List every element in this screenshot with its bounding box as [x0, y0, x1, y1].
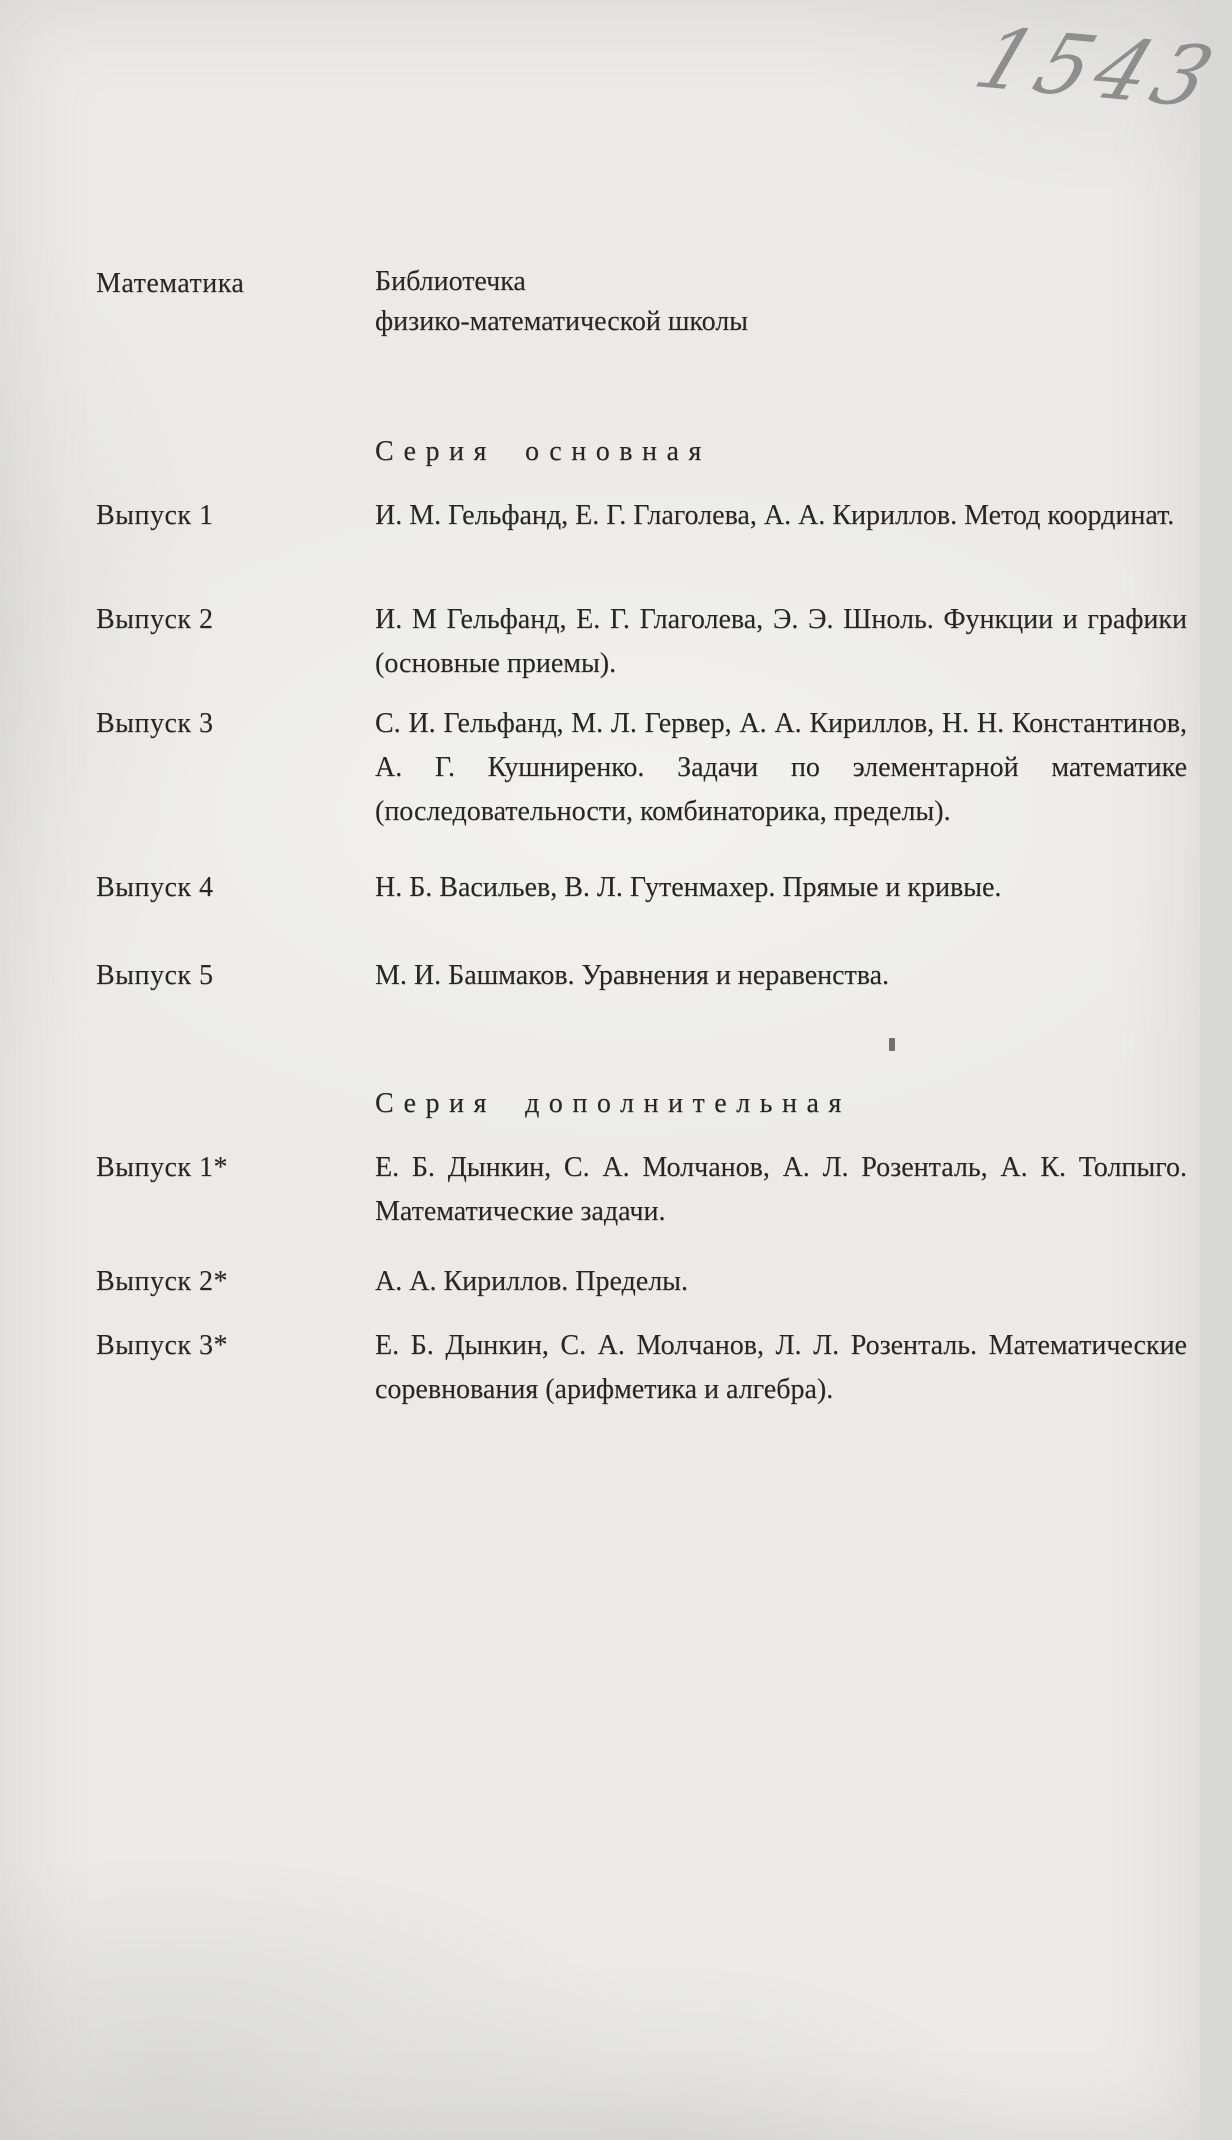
series-title-line2: физико-математической школы	[375, 306, 748, 337]
issue-label: Выпуск 5	[96, 960, 214, 991]
entry-text: И. М Гельфанд, Е. Г. Глаголева, Э. Э. Шноль. Функции и графики (основные приемы).	[375, 604, 1187, 679]
issue-label: Выпуск 1*	[96, 1152, 229, 1183]
issue-label: Выпуск 1	[96, 500, 214, 531]
ink-speck	[889, 1038, 895, 1051]
series-main-heading: Серия основная	[375, 436, 711, 467]
handwritten-catalog-number: 1543	[963, 11, 1232, 127]
series-title	[375, 262, 1187, 342]
issue-label: Выпуск 3	[96, 708, 214, 739]
entry-text: И. М. Гельфанд, Е. Г. Глаголева, А. А. Кириллов. Метод координат.	[375, 500, 1175, 531]
entry-text: Н. Б. Васильев, В. Л. Гутенмахер. Прямые и кривые.	[375, 872, 1002, 903]
series-title-line1: Библиотечка	[375, 266, 526, 297]
entry-text: Е. Б. Дынкин, С. А. Молчанов, А. Л. Розенталь, А. К. Толпыго. Математические задачи.	[375, 1152, 1187, 1227]
issue-label: Выпуск 3*	[96, 1330, 229, 1361]
series-additional-heading: Серия дополнительная	[375, 1088, 851, 1119]
issue-label: Выпуск 2	[96, 604, 214, 635]
entry-text: А. А. Кириллов. Пределы.	[375, 1266, 688, 1297]
entry-text: М. И. Башмаков. Уравнения и неравенства.	[375, 960, 890, 991]
category-label: Математика	[96, 268, 245, 299]
entry-text: Е. Б. Дынкин, С. А. Молчанов, Л. Л. Розенталь. Математические соревнования (арифметика и алгебра).	[375, 1330, 1187, 1405]
entry-text: С. И. Гельфанд, М. Л. Гервер, А. А. Кириллов, Н. Н. Константинов, А. Г. Кушниренко. Задачи по элементарной математике (последовательности, комбинаторика, пределы).	[375, 708, 1187, 827]
issue-label: Выпуск 2*	[96, 1266, 229, 1297]
issue-label: Выпуск 4	[96, 872, 214, 903]
